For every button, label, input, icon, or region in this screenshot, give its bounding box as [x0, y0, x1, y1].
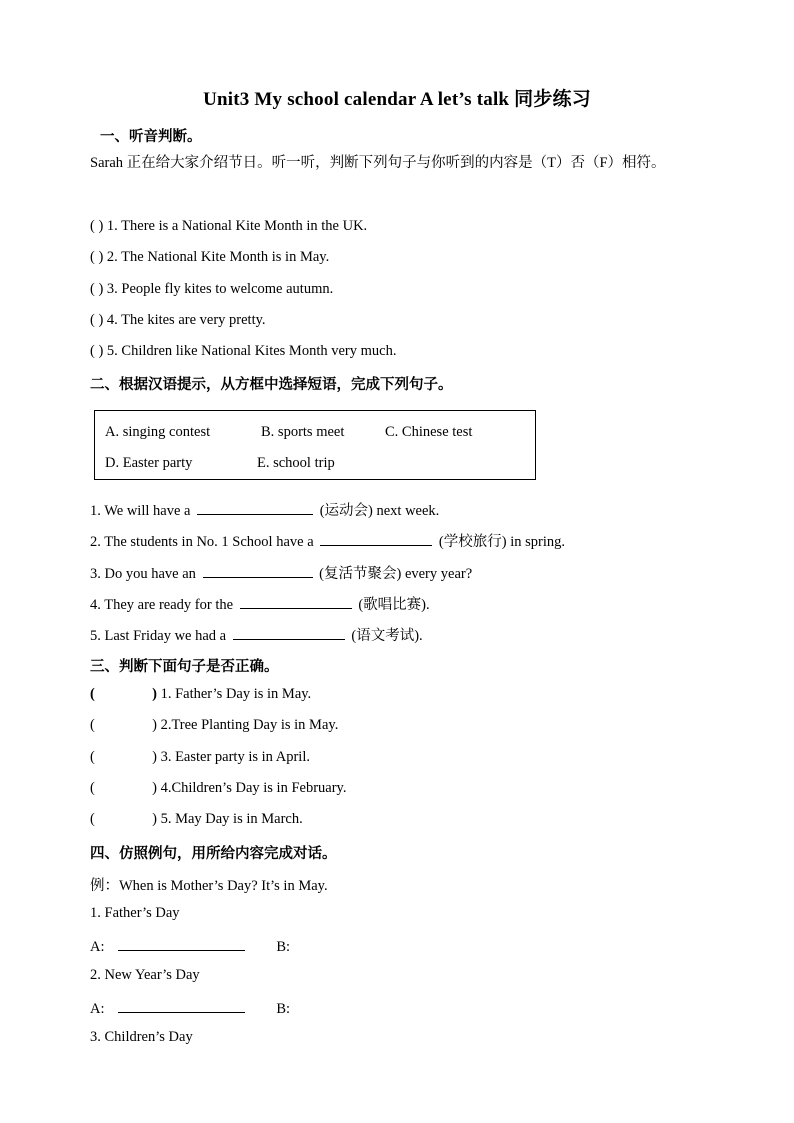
answer-paren-open[interactable]: (	[90, 717, 95, 733]
fill-item-4	[90, 593, 430, 614]
answer-blank[interactable]	[118, 998, 245, 1013]
dialogue-example: 例：When is Mother’s Day? It’s in May.	[90, 878, 328, 894]
page-title: Unit3 My school calendar A let’s talk 同步练习	[203, 89, 591, 110]
listening-item-4: ( ) 4. The kites are very pretty.	[90, 312, 266, 328]
fill-item-3	[90, 562, 472, 583]
fill-item-hint: (学校旅行) in spring.	[438, 534, 565, 550]
judge-item-2	[90, 717, 338, 734]
section3-heading: 三、判断下面句子是否正确。	[90, 659, 279, 675]
answer-blank[interactable]	[240, 594, 352, 609]
answer-paren-close[interactable]: )	[152, 717, 157, 733]
answer-paren-open[interactable]: (	[90, 749, 95, 765]
fill-item-2	[90, 530, 565, 551]
judge-item-text: 2.Tree Planting Day is in May.	[160, 717, 339, 733]
dialogue-answer-row-2	[90, 998, 290, 1018]
fill-item-text: 1. We will have a	[90, 503, 191, 519]
speaker-b-label: B:	[276, 939, 291, 955]
phrase-box	[94, 410, 536, 480]
listening-item-1: ( ) 1. There is a National Kite Month in the UK.	[90, 218, 368, 234]
answer-paren-open[interactable]: (	[90, 811, 95, 827]
answer-paren-close[interactable]: )	[152, 811, 157, 827]
phrase-option-a: A. singing contest	[105, 424, 211, 440]
answer-blank[interactable]	[233, 625, 345, 640]
fill-item-1	[90, 499, 439, 520]
speaker-a-label: A:	[90, 939, 105, 955]
section4-heading: 四、仿照例句，用所给内容完成对话。	[90, 846, 337, 862]
phrase-option-e: E. school trip	[257, 455, 335, 471]
dialogue-prompt-2: 2. New Year’s Day	[90, 967, 200, 983]
fill-item-text: 4. They are ready for the	[90, 597, 234, 613]
phrase-option-d: D. Easter party	[105, 455, 193, 471]
fill-item-text: 3. Do you have an	[90, 566, 196, 582]
section1-heading: 一、听音判断。	[100, 129, 202, 145]
answer-blank[interactable]	[197, 500, 313, 515]
fill-item-5	[90, 624, 423, 645]
dialogue-answer-row-1	[90, 936, 290, 956]
section1-instruction: Sarah 正在给大家介绍节日。听一听，判断下列句子与你听到的内容是（T）否（F）相符。	[90, 155, 666, 171]
section2-heading: 二、根据汉语提示，从方框中选择短语，完成下列句子。	[90, 377, 453, 393]
fill-item-hint: (运动会) next week.	[319, 503, 440, 519]
judge-item-text: 1. Father’s Day is in May.	[160, 686, 312, 702]
answer-blank[interactable]	[203, 563, 313, 578]
fill-item-hint: (歌唱比赛).	[358, 597, 430, 613]
judge-item-3	[90, 749, 310, 766]
speaker-a-label: A:	[90, 1001, 105, 1017]
judge-item-text: 5. May Day is in March.	[160, 811, 303, 827]
fill-item-hint: (复活节聚会) every year?	[319, 566, 473, 582]
judge-item-text: 3. Easter party is in April.	[160, 749, 310, 765]
answer-blank[interactable]	[118, 936, 245, 951]
speaker-b-label: B:	[276, 1001, 291, 1017]
fill-item-hint: (语文考试).	[351, 628, 423, 644]
answer-paren-close[interactable]: )	[152, 686, 157, 702]
fill-item-text: 2. The students in No. 1 School have a	[90, 534, 314, 550]
phrase-option-c: C. Chinese test	[385, 424, 473, 440]
answer-blank[interactable]	[320, 531, 432, 546]
dialogue-prompt-3: 3. Children’s Day	[90, 1029, 193, 1045]
answer-paren-close[interactable]: )	[152, 780, 157, 796]
answer-paren-open[interactable]: (	[90, 780, 95, 796]
judge-item-5	[90, 811, 303, 828]
dialogue-prompt-1: 1. Father’s Day	[90, 905, 180, 921]
listening-item-5: ( ) 5. Children like National Kites Month very much.	[90, 343, 397, 359]
judge-item-4	[90, 780, 347, 797]
judge-item-text: 4.Children’s Day is in February.	[160, 780, 347, 796]
listening-item-3: ( ) 3. People fly kites to welcome autumn.	[90, 281, 334, 297]
answer-paren-open[interactable]: (	[90, 686, 95, 702]
fill-item-text: 5. Last Friday we had a	[90, 628, 227, 644]
answer-paren-close[interactable]: )	[152, 749, 157, 765]
listening-item-2: ( ) 2. The National Kite Month is in May.	[90, 249, 330, 265]
judge-item-1	[90, 686, 311, 703]
phrase-option-b: B. sports meet	[261, 424, 345, 440]
